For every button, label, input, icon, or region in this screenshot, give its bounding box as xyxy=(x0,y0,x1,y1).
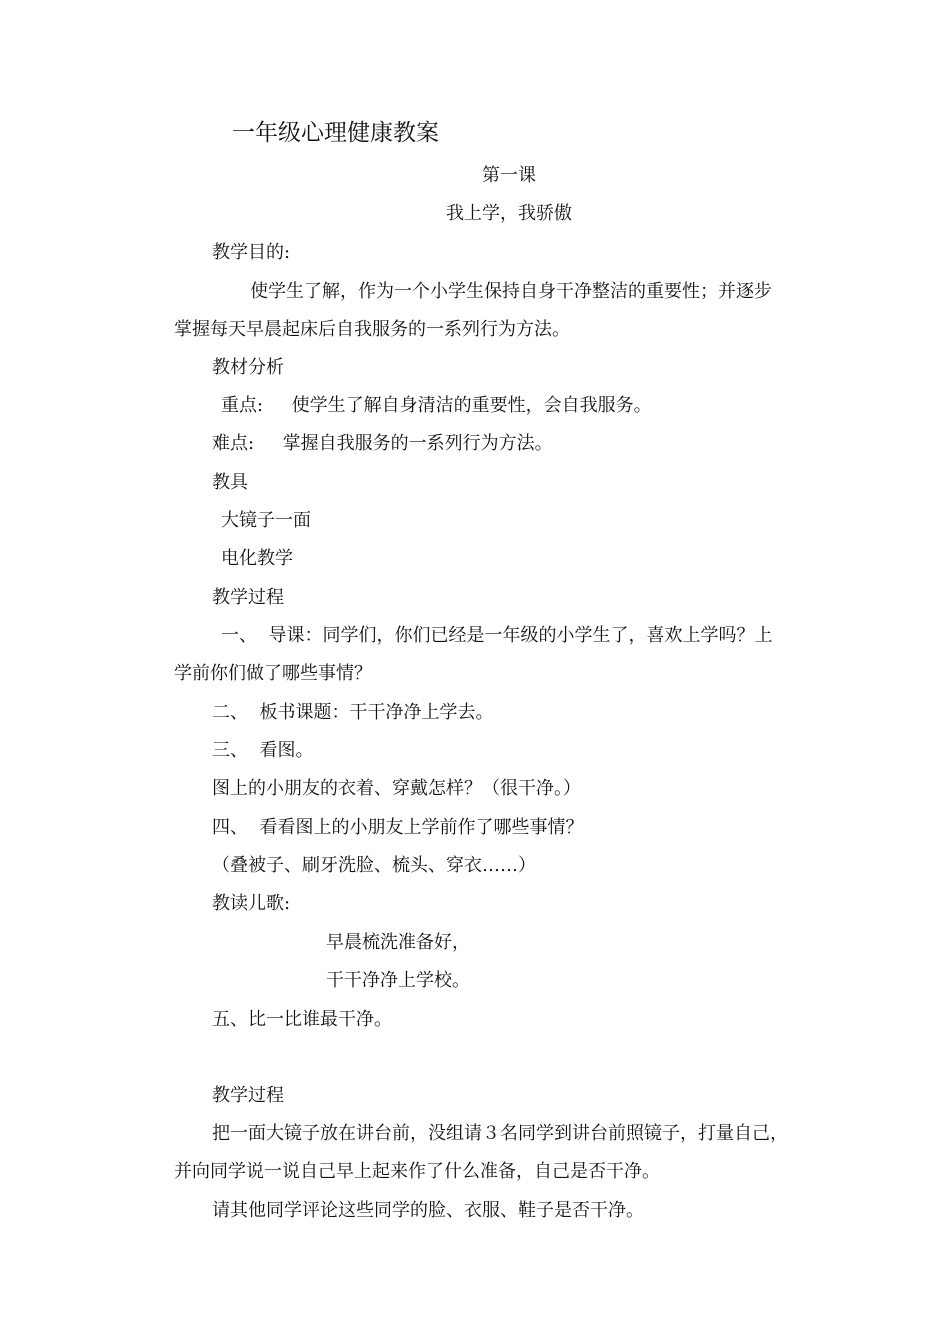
document-title: 一年级心理健康教案 xyxy=(232,120,439,146)
key-point: 重点: 使学生了解自身清洁的重要性，会自我服务。 xyxy=(221,395,652,416)
tool-item-media: 电化教学 xyxy=(221,548,293,569)
step3-question: 图上的小朋友的衣着、穿戴怎样？（很干净。） xyxy=(212,778,581,799)
goal-text-line1: 使学生了解，作为一个小学生保持自身干净整洁的重要性；并逐步 xyxy=(250,281,772,302)
lesson-number: 第一课 xyxy=(482,165,536,186)
step1-line1: 一、 导课：同学们，你们已经是一年级的小学生了，喜欢上学吗？上 xyxy=(221,625,773,646)
step4-answer: （叠被子、刷牙洗脸、梳头、穿衣……） xyxy=(212,855,536,876)
goal-text-line2: 掌握每天早晨起床后自我服务的一系列行为方法。 xyxy=(174,319,570,340)
song-line1: 早晨梳洗准备好， xyxy=(326,932,470,953)
activity-line1: 把一面大镜子放在讲台前，没组请３名同学到讲台前照镜子，打量自己， xyxy=(212,1123,788,1144)
tool-item-mirror: 大镜子一面 xyxy=(221,510,311,531)
step4: 四、 看看图上的小朋友上学前作了哪些事情？ xyxy=(212,817,584,838)
step3: 三、 看图。 xyxy=(212,740,314,761)
comment-line: 请其他同学评论这些同学的脸、衣服、鞋子是否干净。 xyxy=(212,1200,644,1221)
step2: 二、 板书课题：干干净净上学去。 xyxy=(212,702,494,723)
process-heading-2: 教学过程 xyxy=(212,1085,284,1106)
analysis-heading: 教材分析 xyxy=(212,357,284,378)
difficult-point: 难点: 掌握自我服务的一系列行为方法。 xyxy=(212,433,553,454)
lesson-title: 我上学，我骄傲 xyxy=(446,203,572,224)
tools-heading: 教具 xyxy=(212,472,248,493)
step5: 五、比一比谁最干净。 xyxy=(212,1009,392,1030)
song-heading: 教读儿歌: xyxy=(212,893,291,914)
goal-heading: 教学目的: xyxy=(212,242,291,263)
activity-line2: 并向同学说一说自己早上起来作了什么准备，自己是否干净。 xyxy=(174,1161,660,1182)
song-line2: 干干净净上学校。 xyxy=(326,970,470,991)
process-heading: 教学过程 xyxy=(212,587,284,608)
step1-line2: 学前你们做了哪些事情？ xyxy=(174,663,372,684)
